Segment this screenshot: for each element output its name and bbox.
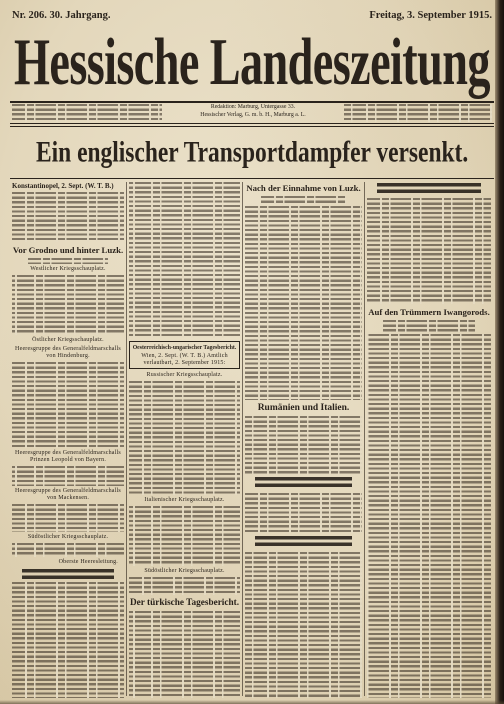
body-text xyxy=(12,275,124,335)
byline-text xyxy=(261,196,346,204)
issue-date: Freitag, 3. September 1915. xyxy=(369,10,492,21)
article-heading: Nach der Einnahme von Luzk. xyxy=(246,183,361,193)
column-3 xyxy=(245,182,362,698)
body-text xyxy=(12,543,124,557)
body-text xyxy=(367,198,491,304)
illegible-heading xyxy=(377,183,481,195)
scan-edge xyxy=(495,0,504,704)
imprint xyxy=(168,104,338,119)
section-heading: Südöstlicher Kriegsschauplatz. xyxy=(27,534,109,540)
section-heading: Heeresgruppe des Generalfeldmarschalls Prinzen Leopold von Bayern. xyxy=(15,450,121,463)
section-heading: Westlicher Kriegsschauplatz. xyxy=(30,266,106,272)
illegible-heading xyxy=(255,477,352,490)
section-heading: Heeresgruppe des Generalfeldmarschalls von Hindenburg. xyxy=(15,346,121,359)
body-text xyxy=(12,466,124,486)
illegible-heading xyxy=(255,536,352,549)
report-box xyxy=(129,341,240,369)
article-heading: Vor Grodno und hinter Luzk. xyxy=(12,245,124,255)
subscription-text xyxy=(12,104,162,122)
report-box-title: Oesterreichisch-ungarischer Tagesbericht. xyxy=(132,345,237,351)
body-text xyxy=(245,493,362,533)
section-heading: Heeresgruppe des Generalfeldmarschalls von Mackensen. xyxy=(15,488,121,501)
headline xyxy=(12,132,492,174)
body-text xyxy=(129,506,240,566)
issue-number: Nr. 206. 30. Jahrgang. xyxy=(12,10,111,21)
sub-dateline-text xyxy=(28,258,108,264)
column-4 xyxy=(367,182,491,698)
body-text xyxy=(12,504,124,532)
section-heading: Russischer Kriegsschauplatz. xyxy=(146,372,223,378)
column-2 xyxy=(129,182,240,698)
body-text xyxy=(12,362,124,448)
imprint-row xyxy=(12,104,492,122)
body-text xyxy=(129,577,240,595)
body-text xyxy=(245,206,362,400)
article-heading: Rumänien und Italien. xyxy=(257,403,350,413)
byline-text xyxy=(383,320,475,332)
column-rule xyxy=(364,182,365,696)
column-1 xyxy=(12,182,124,698)
report-box-dateline: Wien, 2. Sept. (W. T. B.) Amtlich verlautbart, 2. September 1915: xyxy=(141,353,228,366)
section-heading: Südöstlicher Kriegsschauplatz. xyxy=(144,568,225,574)
scan-edge xyxy=(0,700,504,704)
section-heading: Italienischer Kriegsschauplatz. xyxy=(144,497,225,503)
advertising-rates-text xyxy=(344,104,492,122)
rule xyxy=(10,101,494,103)
illegible-heading xyxy=(22,569,114,579)
body-text xyxy=(12,192,124,242)
section-heading: Östlicher Kriegsschauplatz. xyxy=(32,337,104,343)
body-text xyxy=(129,611,240,698)
body-text xyxy=(245,552,362,698)
headline-text: Ein englischer Transportdampfer versenkt. xyxy=(35,137,469,169)
column-rule xyxy=(126,182,127,696)
body-text xyxy=(245,416,362,474)
issue-line xyxy=(12,9,492,22)
body-text xyxy=(12,582,124,698)
masthead xyxy=(12,24,492,100)
rule xyxy=(10,178,494,179)
body-text xyxy=(129,381,240,495)
column-rule xyxy=(242,182,243,696)
dateline: Konstantinopel, 2. Sept. (W. T. B.) xyxy=(12,182,114,190)
body-text xyxy=(129,182,240,338)
body-text xyxy=(367,334,491,698)
article-heading: Der türkische Tagesbericht. xyxy=(129,598,240,608)
article-heading: Auf den Trümmern Iwangorods. xyxy=(368,307,490,317)
publisher: Hessischer Verlag, G. m. b. H., Marburg a. L. xyxy=(200,111,306,118)
signoff: Oberste Heeresleitung. xyxy=(58,559,118,565)
newspaper-title: Hessische Landeszeitung xyxy=(14,24,490,99)
rule xyxy=(10,123,494,124)
editorial-address: Redaktion: Marburg, Untergasse 33. xyxy=(210,104,296,110)
rule xyxy=(10,126,494,127)
